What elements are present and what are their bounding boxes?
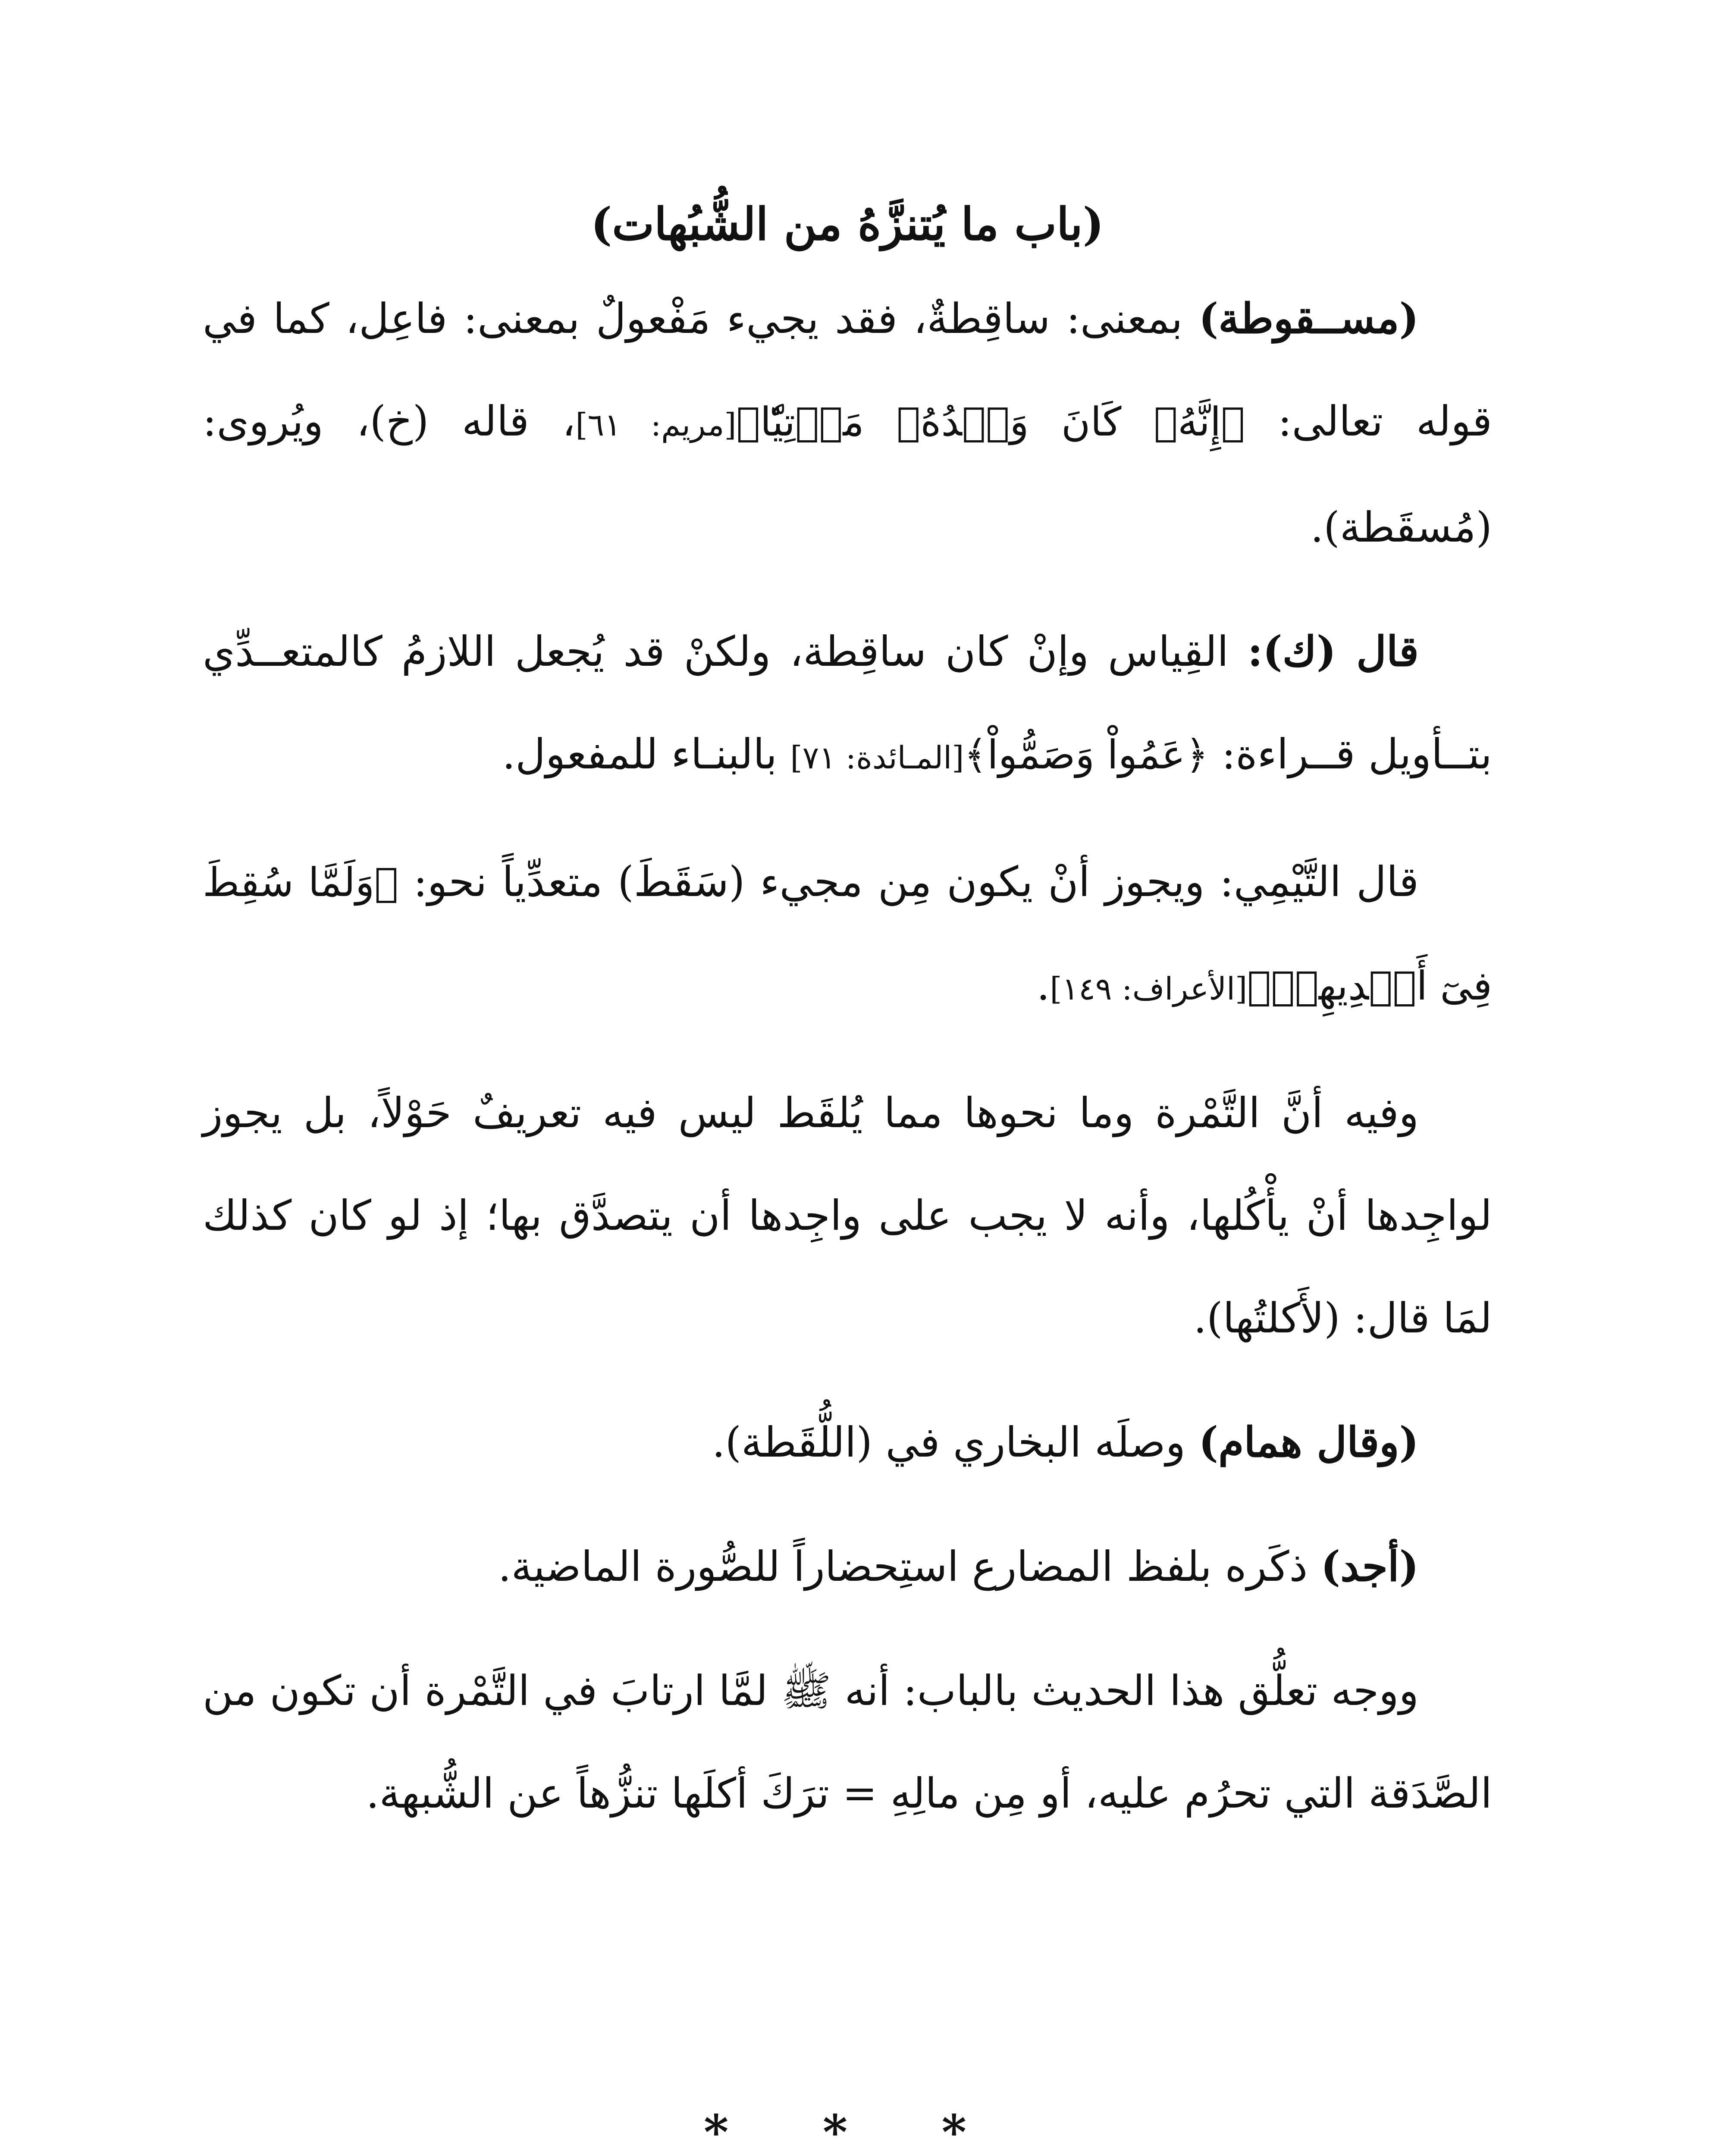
quran-reference-2: [المـائدة: ٧١] [790, 740, 964, 776]
paragraph-5 [203, 1391, 1492, 1494]
paragraph-2-text: القِياس وإنْ كان ساقِطة، ولكنْ قد يُجعل اللازمُ كالمتعــدِّي بتــأويل قــراءة: [203, 627, 1492, 778]
paragraph-7 [203, 1639, 1492, 1845]
section-separator: * * * [703, 2104, 1006, 2156]
paragraph-3-tail: . [1036, 961, 1050, 1009]
paragraph-6-lead: (أجد) [1320, 1542, 1419, 1591]
paragraph-7-text: ووجه تعلُّق هذا الحديث بالباب: أنه ﷺ لمَّا ارتابَ في التَّمْرة أن تكون من الصَّدَقة التي تحرُم عليه، أو مِن مالِهِ = ترَكَ أكلَها تنزُّهاً عن الشُّبهة. [203, 1667, 1492, 1818]
paragraph-3-text: قال التَّيْمِي: ويجوز أنْ يكون مِن مجيء (سَقَطَ) متعدِّياً نحو: [398, 858, 1419, 906]
paragraph-6-text: ذكَره بلفظ المضارع استِحضاراً للصُّورة الماضية. [498, 1542, 1321, 1591]
paragraph-1-text: بمعنى: ساقِطةٌ، فقد يجيء مَفْعولٌ بمعنى: فاعِل، كما في قوله تعالى: [203, 295, 1493, 445]
quran-verse-2: ﴿عَمُواْ وَصَمُّواْ﴾ [964, 732, 1209, 778]
paragraph-2-lead: قال (ك): [1247, 627, 1419, 676]
paragraph-2-tail: بالبنـاء للمفعول. [502, 730, 790, 778]
body-text [203, 267, 1492, 1866]
paragraph-5-lead: (وقال همام) [1198, 1418, 1419, 1467]
paragraph-2 [203, 600, 1492, 809]
quran-verse-1: ﴿إِنَّهُۥ كَانَ وَعۡدُهُۥ مَأۡتِيّٗا﴾ [736, 399, 1245, 445]
paragraph-1-tail: ، قاله (خ)، ويُروى: (مُسقَطة). [203, 397, 1492, 552]
paragraph-1 [203, 267, 1492, 579]
paragraph-4 [203, 1062, 1492, 1369]
paragraph-3 [203, 830, 1492, 1040]
paragraph-5-text: وصلَه البخاري في (اللُّقَطة). [712, 1418, 1199, 1467]
quran-verse-3: ﴿وَلَمَّا سُقِطَ فِىٓ أَيۡدِيهِمۡ﴾ [203, 859, 1492, 1009]
quran-reference-3: [الأعراف: ١٤٩] [1050, 971, 1248, 1007]
paragraph-1-lead: (مســقوطة) [1198, 294, 1419, 343]
quran-reference-1: [مريم: ٦١] [575, 407, 737, 443]
paragraph-4-text: وفيه أنَّ التَّمْرة وما نحوها مما يُلقَط ليس فيه تعريفٌ حَوْلاً، بل يجوز لواجِدها أنْ يأْكُلها، وأنه لا يجب على واجِدها أن يتصدَّق بها؛ إذ لو كان كذلك لمَا قال: (لأَكلتُها). [203, 1089, 1493, 1342]
chapter-title: (باب ما يُتنزَّهُ من الشُّبُهات) [591, 197, 1104, 251]
paragraph-6 [203, 1515, 1492, 1618]
